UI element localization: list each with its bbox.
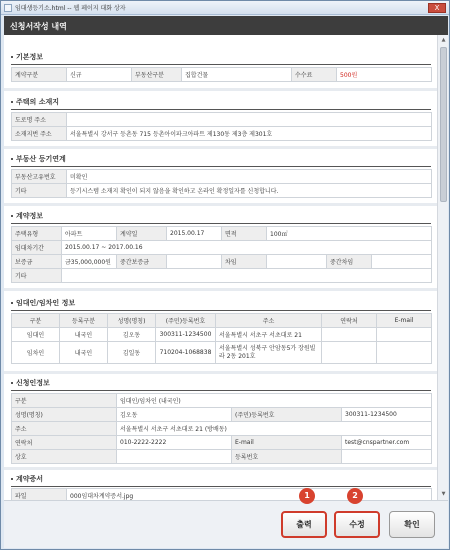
applicant-table xyxy=(11,393,432,464)
column-header: 연락처 xyxy=(322,314,377,328)
cell-value: 010-2222-2222 xyxy=(117,436,232,450)
cell-label: 구분 xyxy=(12,394,117,408)
bullet-icon xyxy=(11,302,13,304)
cell-value: 금35,000,000원 xyxy=(62,255,117,269)
close-button[interactable]: X xyxy=(428,3,446,13)
cell-value: 300311-1234500 xyxy=(342,408,432,422)
table-cell xyxy=(322,328,377,342)
bullet-icon xyxy=(11,101,13,103)
cell-label: 등록번호 xyxy=(232,450,342,464)
cell-value: test@cnspartner.com xyxy=(342,436,432,450)
column-header: 성명(명칭) xyxy=(108,314,156,328)
registry-table xyxy=(11,169,432,198)
page-title: 신청서작성 내역 xyxy=(4,16,448,35)
cell-label: 소재지번 주소 xyxy=(12,127,67,141)
cell-value xyxy=(117,450,232,464)
cell-label: 계약구분 xyxy=(12,68,67,82)
cell-value xyxy=(167,255,222,269)
cell-label: 기타 xyxy=(12,184,67,198)
section-divider xyxy=(4,371,437,374)
section-title: 신청인정보 xyxy=(16,379,50,387)
section-parties xyxy=(11,298,75,308)
cell-label: 부동산고유번호 xyxy=(12,170,67,184)
section-divider xyxy=(4,146,437,149)
address-table xyxy=(11,112,432,141)
table-cell xyxy=(322,342,377,364)
section-applicant xyxy=(11,378,50,388)
cell-value xyxy=(267,255,327,269)
cell-value: 100㎡ xyxy=(267,227,432,241)
cell-label: 상호 xyxy=(12,450,117,464)
cell-label: 도로명 주소 xyxy=(12,113,67,127)
cell-label: E-mail xyxy=(232,436,342,450)
section-divider xyxy=(4,467,437,470)
cell-label: (주민)등록번호 xyxy=(232,408,342,422)
cell-value: 2015.00.17 xyxy=(167,227,222,241)
section-title: 주택의 소재지 xyxy=(16,98,60,106)
cell-value xyxy=(67,113,432,127)
column-header: E-mail xyxy=(377,314,432,328)
cell-label: 연락처 xyxy=(12,436,117,450)
column-header: (주민)등록번호 xyxy=(156,314,216,328)
section-divider xyxy=(4,88,437,91)
table-cell: 710204-1068838 xyxy=(156,342,216,364)
cell-label: 중간보증금 xyxy=(117,255,167,269)
table-row xyxy=(12,342,432,364)
cell-value: 집합건물 xyxy=(182,68,292,82)
cell-value: 서울특별시 강서구 등촌동 715 등촌아이파크아파트 제130동 제3층 제301호 xyxy=(67,127,432,141)
cell-label: 주소 xyxy=(12,422,117,436)
annotation-badge-1: 1 xyxy=(299,488,315,504)
confirm-button[interactable]: 확인 xyxy=(389,511,435,538)
section-rule xyxy=(11,109,431,110)
scroll-up-icon[interactable]: ▲ xyxy=(441,37,446,43)
section-contract xyxy=(11,211,43,221)
table-cell: 임대인 xyxy=(12,328,60,342)
cell-value: 아파트 xyxy=(62,227,117,241)
cell-value: 2015.00.17 ~ 2017.00.16 xyxy=(62,241,432,255)
section-basic xyxy=(11,52,43,62)
section-divider xyxy=(4,203,437,206)
section-title: 계약정보 xyxy=(16,212,44,220)
section-title: 계약증서 xyxy=(16,475,44,483)
bullet-icon xyxy=(11,382,13,384)
section-registry xyxy=(11,154,66,164)
table-cell: 김오동 xyxy=(108,328,156,342)
cell-label: 보증금 xyxy=(12,255,62,269)
fee-value: 500원 xyxy=(337,68,432,82)
table-cell: 300311-1234500 xyxy=(156,328,216,342)
window-title: 임대생등기소.html -- 웹 페이지 대화 상자 xyxy=(15,5,126,12)
cell-value xyxy=(62,269,432,283)
section-address xyxy=(11,97,59,107)
button-bar xyxy=(4,500,448,548)
cell-value: 신규 xyxy=(67,68,132,82)
bullet-icon xyxy=(11,215,13,217)
cell-value: 임대인/임차인 (내국인) xyxy=(117,394,432,408)
section-rule xyxy=(11,64,431,65)
cell-label: 수수료 xyxy=(292,68,337,82)
cell-value: 김오동 xyxy=(117,408,232,422)
section-title: 임대인/임차인 정보 xyxy=(16,299,76,307)
attached-file-link[interactable]: 000임대차계약증서.jpg xyxy=(67,489,432,501)
table-row xyxy=(12,328,432,342)
section-document xyxy=(11,474,43,484)
cell-value xyxy=(372,255,432,269)
column-header: 주소 xyxy=(216,314,322,328)
cell-label: 계약일 xyxy=(117,227,167,241)
edit-button[interactable]: 수정 xyxy=(334,511,380,538)
section-title: 부동산 등기연계 xyxy=(16,155,66,163)
table-cell xyxy=(377,342,432,364)
section-rule xyxy=(11,310,431,311)
contract-table xyxy=(11,226,432,283)
cell-label: 주택유형 xyxy=(12,227,62,241)
cell-label: 중간차임 xyxy=(327,255,372,269)
section-title: 기본정보 xyxy=(16,53,44,61)
table-cell: 서울특별시 성북구 안암동5가 장원빌라 2동 201호 xyxy=(216,342,322,364)
column-header: 구분 xyxy=(12,314,60,328)
bullet-icon xyxy=(11,56,13,58)
title-bar xyxy=(1,1,449,15)
table-cell: 서울특별시 서초구 서초대로 21 xyxy=(216,328,322,342)
cell-label: 파일 xyxy=(12,489,67,501)
basic-table xyxy=(11,67,432,82)
table-cell: 내국인 xyxy=(60,342,108,364)
cell-label: 기타 xyxy=(12,269,62,283)
section-rule xyxy=(11,390,431,391)
cell-value xyxy=(342,450,432,464)
page-icon xyxy=(4,4,12,12)
section-divider xyxy=(4,288,437,291)
cell-label: 부동산구분 xyxy=(132,68,182,82)
vertical-scrollbar[interactable] xyxy=(437,35,448,500)
bullet-icon xyxy=(11,158,13,160)
cell-value: 등기시스템 소재지 확인이 되지 않음을 확인하고 온라인 확정일자를 신청합니다. xyxy=(67,184,432,198)
document-table xyxy=(11,488,432,500)
bullet-icon xyxy=(11,478,13,480)
table-cell: 내국인 xyxy=(60,328,108,342)
table-cell: 김일동 xyxy=(108,342,156,364)
cell-label: 성명(명칭) xyxy=(12,408,117,422)
print-button[interactable]: 출력 xyxy=(281,511,327,538)
section-rule xyxy=(11,166,431,167)
cell-label: 임대차기간 xyxy=(12,241,62,255)
cell-label: 차임 xyxy=(222,255,267,269)
table-cell xyxy=(377,328,432,342)
content-area xyxy=(4,35,437,500)
cell-value: 미확인 xyxy=(67,170,432,184)
cell-label: 면적 xyxy=(222,227,267,241)
cell-value: 서울특별시 서초구 서초대로 21 (방배동) xyxy=(117,422,432,436)
scroll-down-icon[interactable]: ▼ xyxy=(441,491,446,497)
table-cell: 임차인 xyxy=(12,342,60,364)
section-rule xyxy=(11,486,431,487)
section-rule xyxy=(11,223,431,224)
parties-table xyxy=(11,313,432,364)
scroll-thumb[interactable] xyxy=(440,47,447,202)
column-header: 등록구분 xyxy=(60,314,108,328)
annotation-badge-2: 2 xyxy=(347,488,363,504)
